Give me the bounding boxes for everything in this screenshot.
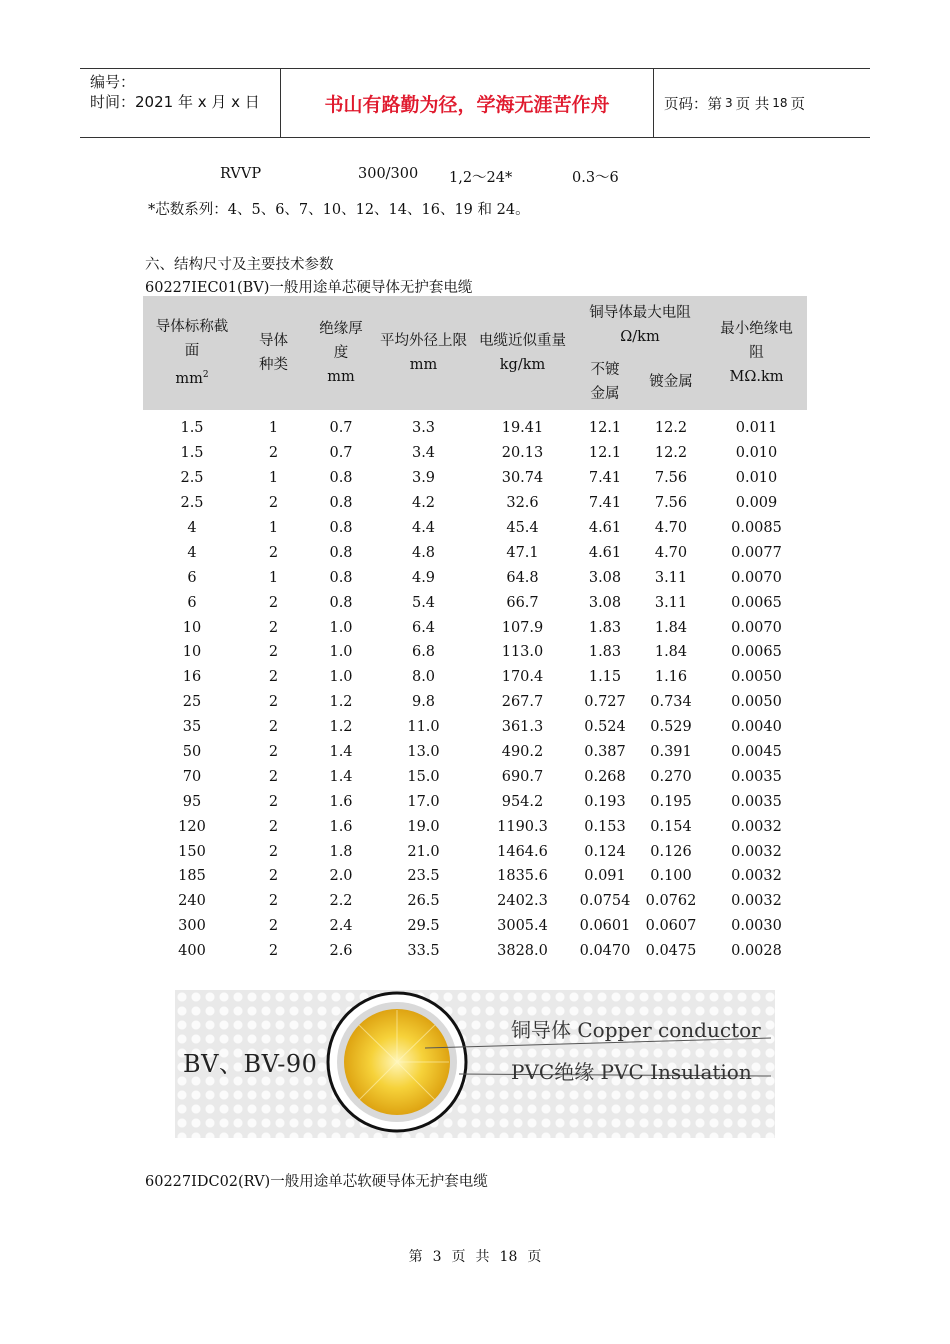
table-cell: 25 — [182, 694, 202, 711]
table-cell: 3.11 — [654, 569, 688, 586]
table-cell: 26.5 — [407, 893, 440, 910]
table-cell: 50 — [182, 744, 202, 761]
table-cell: 10 — [182, 619, 202, 636]
table-cell: 2 — [268, 893, 279, 910]
table-row — [143, 466, 807, 491]
table-cell: 2 — [268, 843, 279, 860]
table-cell: 7.56 — [654, 470, 688, 487]
table-cell: 490.2 — [501, 744, 544, 761]
table-cell: 6.4 — [411, 619, 436, 636]
table-cell: 12.1 — [588, 445, 622, 462]
table-cell: 2 — [268, 744, 279, 761]
table-cell: 1.15 — [588, 669, 622, 686]
table-cell: 4.8 — [411, 544, 436, 561]
table-row — [143, 565, 807, 590]
table-cell: 2 — [268, 619, 279, 636]
table-cell: 0.7 — [329, 420, 353, 437]
table-row — [143, 864, 807, 889]
table-cell: 267.7 — [501, 694, 544, 711]
page-mid: 页 共 — [735, 96, 770, 113]
table-cell: 4.4 — [411, 520, 436, 536]
table-cell: 0.153 — [584, 818, 626, 835]
table-cell: 6 — [187, 594, 197, 611]
table-row — [143, 789, 807, 814]
table-cell: 2 — [268, 445, 279, 462]
table-row — [143, 640, 807, 665]
page-current: 3 — [725, 96, 733, 110]
table-cell: 361.3 — [501, 719, 544, 736]
table-cell: 1 — [268, 470, 279, 487]
spec-section: 0.3～6 — [572, 170, 619, 186]
table-cell: 1 — [268, 569, 279, 586]
table-caption: 60227IEC01(BV)一般用途单芯硬导体无护套电缆 — [145, 280, 473, 296]
table-cell: 1.2 — [329, 719, 353, 736]
table-cell: 17.0 — [407, 793, 440, 810]
table-cell: 2 — [268, 669, 279, 686]
table-row — [143, 939, 807, 964]
table-cell: 6.8 — [411, 644, 436, 661]
table-cell: 1.0 — [329, 619, 353, 636]
table-cell: 19.41 — [501, 420, 544, 437]
table-cell: 95 — [182, 793, 202, 810]
table-cell: 2 — [268, 918, 279, 935]
table-cell: 0.154 — [650, 818, 692, 835]
table-cell: 0.0754 — [579, 893, 631, 910]
table-cell: 0.0762 — [645, 893, 697, 910]
section-title: 六、结构尺寸及主要技术参数 — [145, 257, 334, 273]
table-cell: 1464.6 — [497, 843, 548, 860]
table-cell: 0.727 — [584, 694, 626, 711]
table-cell: 0.195 — [650, 793, 692, 810]
table-cell: 0.126 — [650, 843, 692, 860]
page-header — [80, 68, 870, 138]
table-cell: 0.010 — [735, 445, 778, 462]
page-footer: 第 3 页 共 18 页 — [408, 1249, 542, 1265]
table-cell: 107.9 — [501, 619, 544, 636]
table-cell: 0.0040 — [731, 719, 782, 736]
table-cell: 0.010 — [735, 470, 778, 487]
table-cell: 185 — [178, 868, 206, 885]
table-row — [143, 665, 807, 690]
table-cell: 954.2 — [501, 793, 544, 810]
table-cell: 7.56 — [654, 495, 688, 512]
header-insulation: 绝缘厚度 mm — [306, 296, 376, 410]
table-cell: 0.8 — [329, 569, 353, 586]
table-cell: 0.0077 — [731, 544, 782, 561]
table-cell: 66.7 — [506, 594, 539, 611]
table-cell: 2.4 — [329, 918, 353, 935]
next-caption: 60227IDC02(RV)一般用途单芯软硬导体无护套电缆 — [145, 1174, 488, 1190]
table-cell: 2 — [268, 544, 279, 561]
table-cell: 1.84 — [654, 644, 688, 661]
table-cell: 4.61 — [588, 520, 622, 536]
table-cell: 13.0 — [407, 744, 440, 761]
table-cell: 5.4 — [411, 594, 436, 611]
table-cell: 47.1 — [506, 544, 539, 561]
table-cell: 1 — [268, 420, 279, 437]
table-row — [143, 441, 807, 466]
table-cell: 3.08 — [588, 594, 622, 611]
table-cell: 4.61 — [588, 544, 622, 561]
table-cell: 12.2 — [654, 445, 688, 462]
table-cell: 1 — [268, 520, 279, 536]
table-cell: 0.270 — [650, 768, 692, 785]
table-cell: 2.5 — [180, 470, 204, 487]
table-cell: 113.0 — [501, 644, 544, 661]
table-cell: 120 — [178, 818, 206, 835]
table-cell: 23.5 — [407, 868, 440, 885]
footer-page-current: 3 — [432, 1249, 442, 1265]
table-cell: 3005.4 — [497, 918, 548, 935]
table-cell: 6 — [187, 569, 197, 586]
table-cell: 4.2 — [411, 495, 436, 512]
header-plain: 不镀金属 — [574, 354, 636, 410]
table-cell: 0.0050 — [731, 694, 782, 711]
table-cell: 1.8 — [329, 843, 353, 860]
diagram-title: BV、BV-90 — [183, 1050, 318, 1078]
table-cell: 15.0 — [407, 768, 440, 785]
table-cell: 1.5 — [180, 445, 204, 462]
table-cell: 150 — [178, 843, 206, 860]
bv-spec-table — [143, 296, 807, 964]
table-row — [143, 715, 807, 740]
table-cell: 0.011 — [735, 420, 778, 437]
table-cell: 64.8 — [506, 569, 539, 586]
table-cell: 21.0 — [407, 843, 440, 860]
table-cell: 0.0028 — [731, 943, 782, 960]
table-cell: 0.0032 — [731, 893, 782, 910]
table-cell: 0.193 — [584, 793, 626, 810]
spec-model: RVVP — [220, 166, 262, 182]
table-cell: 3.3 — [411, 420, 436, 437]
table-cell: 70 — [182, 768, 202, 785]
table-row — [143, 889, 807, 914]
table-cell: 1.83 — [588, 644, 622, 661]
table-cell: 0.8 — [329, 544, 353, 561]
table-cell: 7.41 — [588, 495, 622, 512]
time-label: 时间：2021 年 x 月 x 日 — [90, 93, 260, 111]
table-cell: 1.0 — [329, 669, 353, 686]
table-cell: 0.0470 — [579, 943, 631, 960]
table-cell: 0.0030 — [731, 918, 782, 935]
table-row — [143, 590, 807, 615]
header-cross-section: 导体标称截面 $mm^2$ — [143, 296, 241, 410]
table-cell: 0.8 — [329, 495, 353, 512]
table-row — [143, 540, 807, 565]
table-cell: 0.0607 — [645, 918, 697, 935]
table-cell: 0.0032 — [731, 818, 782, 835]
table-cell: 0.0050 — [731, 669, 782, 686]
table-cell: 170.4 — [501, 669, 544, 686]
table-cell: 2.0 — [329, 868, 353, 885]
table-row — [143, 740, 807, 765]
table-cell: 4.9 — [411, 569, 436, 586]
table-cell: 0.391 — [650, 744, 692, 761]
table-cell: 0.0032 — [731, 868, 782, 885]
table-cell: 0.0035 — [731, 768, 782, 785]
header-outer-diameter: 平均外径上限 mm — [376, 296, 471, 410]
spec-voltage: 300/300 — [358, 166, 419, 182]
table-cell: 240 — [178, 893, 206, 910]
table-cell: 0.0475 — [645, 943, 697, 960]
table-cell: 1.4 — [329, 744, 353, 761]
table-cell: 1.2 — [329, 694, 353, 711]
table-cell: 2 — [268, 943, 279, 960]
table-cell: 1.16 — [654, 669, 688, 686]
table-cell: 16 — [182, 669, 202, 686]
table-cell: 4 — [187, 520, 197, 536]
table-cell: 19.0 — [407, 818, 440, 835]
table-cell: 0.0035 — [731, 793, 782, 810]
table-cell: 0.8 — [329, 520, 353, 536]
table-cell: 2 — [268, 868, 279, 885]
table-cell: 1835.6 — [497, 868, 548, 885]
spec-row — [0, 166, 950, 186]
table-cell: 0.387 — [584, 744, 626, 761]
table-cell: 8.0 — [411, 669, 436, 686]
header-resistance: 铜导体最大电阻 Ω/km — [574, 296, 706, 354]
page-prefix: 页码：第 — [664, 96, 722, 113]
table-cell: 0.0065 — [731, 594, 782, 611]
table-body — [143, 410, 807, 964]
table-cell: 0.0070 — [731, 619, 782, 636]
table-cell: 9.8 — [411, 694, 436, 711]
table-cell: 0.0032 — [731, 843, 782, 860]
table-cell: 1.6 — [329, 793, 353, 810]
footer-page-total: 18 — [499, 1249, 518, 1265]
header-page-info — [654, 69, 870, 137]
table-cell: 300 — [178, 918, 206, 935]
table-row — [143, 690, 807, 715]
cable-diagram — [175, 990, 775, 1138]
table-cell: 11.0 — [407, 719, 440, 736]
pvc-label: PVC绝缘 PVC Insulation — [511, 1060, 752, 1084]
table-row — [143, 516, 807, 541]
header-weight: 电缆近似重量 kg/km — [471, 296, 574, 410]
header-min-insulation: 最小绝缘电阻 MΩ.km — [706, 296, 807, 410]
table-cell: 0.0070 — [731, 569, 782, 586]
table-cell: 3.11 — [654, 594, 688, 611]
table-cell: 4.70 — [654, 520, 688, 536]
table-cell: 0.0601 — [579, 918, 631, 935]
table-cell: 4.70 — [654, 544, 688, 561]
table-cell: 1.6 — [329, 818, 353, 835]
table-cell: 33.5 — [407, 943, 440, 960]
table-cell: 0.100 — [650, 868, 692, 885]
page-suffix: 页 — [790, 96, 806, 113]
table-row — [143, 814, 807, 839]
table-row — [143, 615, 807, 640]
table-cell: 2.5 — [180, 495, 204, 512]
table-cell: 3.08 — [588, 569, 622, 586]
table-cell: 0.524 — [584, 719, 626, 736]
header-plated: 镀金属 — [636, 354, 706, 410]
table-cell: 1.4 — [329, 768, 353, 785]
table-cell: 2 — [268, 495, 279, 512]
table-cell: 2 — [268, 768, 279, 785]
table-cell: 2.6 — [329, 943, 353, 960]
table-cell: 2 — [268, 818, 279, 835]
table-row — [143, 416, 807, 441]
table-cell: 0.124 — [584, 843, 626, 860]
table-cell: 10 — [182, 644, 202, 661]
table-cell: 35 — [182, 719, 202, 736]
table-cell: 0.268 — [584, 768, 626, 785]
table-cell: 20.13 — [501, 445, 544, 462]
table-cell: 0.0065 — [731, 644, 782, 661]
table-cell: 3828.0 — [497, 943, 548, 960]
table-cell: 29.5 — [407, 918, 440, 935]
table-cell: 7.41 — [588, 470, 622, 487]
table-cell: 0.529 — [650, 719, 692, 736]
table-cell: 12.2 — [654, 420, 688, 437]
table-cell: 0.091 — [584, 868, 626, 885]
table-cell: 0.734 — [650, 694, 692, 711]
table-cell: 1.0 — [329, 644, 353, 661]
table-cell: 2 — [268, 793, 279, 810]
table-cell: 4 — [187, 544, 197, 561]
table-cell: 2 — [268, 644, 279, 661]
table-cell: 32.6 — [506, 495, 539, 512]
table-cell: 2 — [268, 594, 279, 611]
page-total: 18 — [772, 96, 788, 110]
table-cell: 2402.3 — [497, 893, 548, 910]
table-cell: 2 — [268, 719, 279, 736]
table-cell: 1.5 — [180, 420, 204, 437]
header-meta — [80, 69, 281, 137]
table-cell: 690.7 — [501, 768, 544, 785]
table-cell: 30.74 — [501, 470, 544, 487]
spec-cores: 1,2～24* — [449, 170, 513, 186]
table-row — [143, 764, 807, 789]
copper-label: 铜导体 Copper conductor — [511, 1018, 761, 1042]
table-cell: 2 — [268, 694, 279, 711]
table-row — [143, 839, 807, 864]
table-row — [143, 914, 807, 939]
header-conductor-type: 导体种类 — [241, 296, 306, 410]
code-label: 编号： — [90, 73, 136, 91]
table-cell: 3.4 — [411, 445, 436, 462]
table-cell: 3.9 — [411, 470, 436, 487]
table-cell: 2.2 — [329, 893, 353, 910]
table-cell: 12.1 — [588, 420, 622, 437]
table-cell: 400 — [178, 943, 206, 960]
table-cell: 1.84 — [654, 619, 688, 636]
table-cell: 1.83 — [588, 619, 622, 636]
header-motto: 书山有路勤为径，学海无涯苦作舟 — [281, 69, 654, 137]
table-cell: 0.8 — [329, 594, 353, 611]
table-cell: 0.0085 — [731, 520, 782, 536]
table-row — [143, 491, 807, 516]
core-note: *芯数系列：4、5、6、7、10、12、14、16、19 和 24。 — [148, 202, 530, 218]
table-cell: 0.8 — [329, 470, 353, 487]
table-cell: 0.7 — [329, 445, 353, 462]
table-cell: 1190.3 — [497, 818, 548, 835]
table-cell: 45.4 — [506, 520, 539, 536]
table-cell: 0.0045 — [731, 744, 782, 761]
table-cell: 0.009 — [735, 495, 778, 512]
